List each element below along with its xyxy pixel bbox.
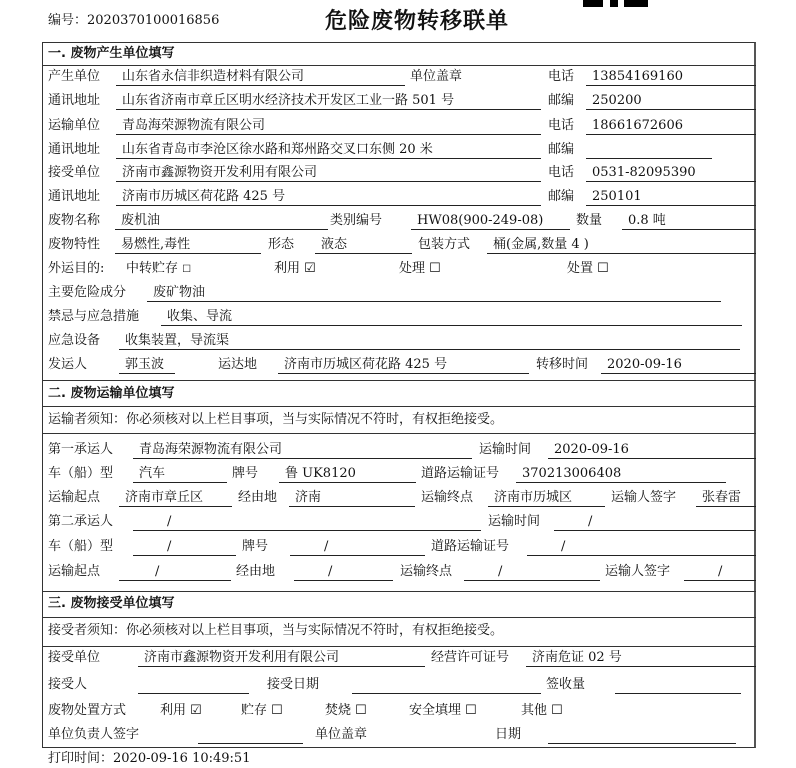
first-signature-field[interactable]: 张春雷	[696, 489, 756, 507]
receiver-label: 接受单位	[48, 165, 101, 180]
second-transport-time-field[interactable]: /	[554, 513, 756, 531]
serial-number: 编号：2020370100016856	[48, 13, 220, 28]
transfer-time-label: 转移时间	[536, 357, 589, 372]
end-label: 运输终点	[400, 564, 453, 579]
method-option-storage[interactable]	[241, 702, 283, 720]
carrier-address-field[interactable]: 山东省青岛市李沧区徐水路和郑州路交叉口东侧 20 米	[116, 141, 541, 159]
equipment-label: 应急设备	[48, 333, 101, 348]
receiver-person-label: 接受人	[48, 677, 88, 692]
receiver-address-label: 通讯地址	[48, 189, 101, 204]
option-label: 利用	[160, 703, 187, 718]
divider	[42, 406, 756, 407]
transport-time-label: 运输时间	[479, 442, 532, 457]
receiver-phone-label: 电话	[548, 165, 575, 180]
second-plate-field[interactable]: /	[290, 538, 425, 556]
receiver-phone-field[interactable]: 0531-82095390	[586, 164, 756, 182]
receive-date-field[interactable]	[352, 676, 541, 694]
method-option-other[interactable]	[521, 702, 563, 720]
purpose-option-dispose[interactable]	[567, 260, 609, 278]
hazard-label: 主要危险成分	[48, 285, 127, 300]
equipment-field[interactable]: 收集装置，导流渠	[119, 332, 740, 350]
form-field[interactable]: 液态	[315, 236, 412, 254]
method-option-landfill[interactable]	[409, 702, 477, 720]
package-field[interactable]: 桶(金属,数量 4 )	[487, 236, 756, 254]
option-label: 处理	[399, 261, 426, 276]
first-vehicle-type-field[interactable]: 汽车	[133, 465, 227, 483]
print-time: 打印时间：2020-09-16 10:49:51	[48, 751, 251, 766]
first-start-field[interactable]: 济南市章丘区	[119, 489, 232, 507]
destination-field[interactable]: 济南市历城区荷花路 425 号	[278, 356, 529, 374]
receiver-zip-label: 邮编	[548, 189, 575, 204]
transfer-time-field[interactable]: 2020-09-16	[601, 356, 756, 374]
checkbox-checked-icon[interactable]: ☑	[304, 261, 316, 276]
option-label: 利用	[274, 261, 301, 276]
option-label: 其他	[521, 703, 548, 718]
zip-label: 邮编	[548, 93, 575, 108]
divider	[42, 617, 756, 618]
permit-label: 道路运输证号	[421, 466, 500, 481]
sign-date-label: 日期	[495, 727, 522, 742]
quantity-label: 数量	[576, 213, 603, 228]
shipper-field[interactable]: 郭玉波	[119, 356, 175, 374]
via-label: 经由地	[238, 490, 278, 505]
checkbox-checked-icon[interactable]: ☑	[190, 703, 202, 718]
signature-label: 运输人签字	[611, 490, 677, 505]
start-label: 运输起点	[48, 564, 101, 579]
seal-label: 单位盖章	[410, 69, 463, 84]
second-carrier-label: 第二承运人	[48, 514, 114, 529]
section-3-title: 三. 废物接受单位填写	[48, 596, 175, 611]
receive-date-label: 接受日期	[267, 677, 320, 692]
plate-label: 牌号	[232, 466, 259, 481]
property-label: 废物特性	[48, 237, 101, 252]
receiving-unit-field[interactable]: 济南市鑫源物资开发利用有限公司	[138, 649, 425, 667]
head-signature-field[interactable]	[198, 726, 303, 744]
receiving-unit-label: 接受单位	[48, 650, 101, 665]
receiver-field[interactable]: 济南市鑫源物资开发利用有限公司	[116, 164, 541, 182]
disposal-method-label: 废物处置方式	[48, 703, 127, 718]
unit-seal-label: 单位盖章	[315, 727, 368, 742]
taboo-label: 禁忌与应急措施	[48, 309, 140, 324]
divider	[42, 380, 756, 381]
second-via-field[interactable]: /	[294, 563, 393, 581]
first-via-field[interactable]: 济南	[289, 489, 415, 507]
second-permit-field[interactable]: /	[527, 538, 756, 556]
producer-field[interactable]: 山东省永信非织造材料有限公司	[116, 68, 405, 86]
first-transport-time-field[interactable]: 2020-09-16	[548, 441, 756, 459]
license-field[interactable]: 济南危证 02 号	[526, 649, 756, 667]
taboo-field[interactable]: 收集、导流	[161, 308, 742, 326]
address-label: 通讯地址	[48, 93, 101, 108]
address-field[interactable]: 山东省济南市章丘区明水经济技术开发区工业一路 501 号	[116, 92, 541, 110]
plate-label: 牌号	[242, 539, 269, 554]
purpose-label: 外运目的:	[48, 261, 105, 276]
category-field[interactable]: HW08(900-249-08)	[411, 212, 570, 230]
phone-label: 电话	[548, 69, 575, 84]
second-start-field[interactable]: /	[119, 563, 231, 581]
start-label: 运输起点	[48, 490, 101, 505]
vehicle-type-label: 车（船）型	[48, 466, 114, 481]
signed-quantity-field[interactable]	[615, 676, 741, 694]
method-option-incinerate[interactable]	[325, 702, 367, 720]
package-label: 包装方式	[418, 237, 471, 252]
shipper-label: 发运人	[48, 357, 88, 372]
receiver-address-field[interactable]: 济南市历城区荷花路 425 号	[116, 188, 541, 206]
option-label: 处置	[567, 261, 594, 276]
qr-code	[583, 0, 603, 7]
signed-quantity-label: 签收量	[546, 677, 586, 692]
checkbox-icon[interactable]: ☐	[271, 703, 283, 718]
qr-code	[610, 0, 618, 7]
carrier-label: 运输单位	[48, 118, 101, 133]
checkbox-icon[interactable]: ☐	[597, 261, 609, 276]
waste-name-label: 废物名称	[48, 213, 101, 228]
carrier-address-label: 通讯地址	[48, 142, 101, 157]
section-2-title: 二. 废物运输单位填写	[48, 386, 175, 401]
via-label: 经由地	[236, 564, 276, 579]
sign-date-field[interactable]	[548, 726, 736, 744]
carrier-zip-field[interactable]	[586, 141, 712, 159]
section-1-title: 一. 废物产生单位填写	[48, 46, 175, 61]
waste-name-field[interactable]: 废机油	[115, 212, 328, 230]
purpose-option-utilize[interactable]	[274, 260, 316, 278]
divider	[42, 433, 756, 434]
carrier-zip-label: 邮编	[548, 142, 575, 157]
checkbox-icon[interactable]: ☐	[182, 264, 192, 275]
divider	[42, 591, 756, 592]
producer-label: 产生单位	[48, 69, 101, 84]
first-plate-field[interactable]: 鲁 UK8120	[279, 465, 416, 483]
option-label: 安全填埋	[409, 703, 462, 718]
divider	[42, 65, 756, 66]
second-signature-field[interactable]: /	[684, 563, 756, 581]
option-label: 中转贮存	[126, 261, 179, 276]
vehicle-type-label: 车（船）型	[48, 539, 114, 554]
first-permit-field[interactable]: 370213006408	[516, 465, 726, 483]
transport-time-label: 运输时间	[488, 514, 541, 529]
purpose-option-transfer-storage[interactable]	[126, 260, 191, 279]
divider	[42, 646, 756, 647]
carrier-phone-field[interactable]: 18661672606	[586, 117, 756, 135]
first-carrier-label: 第一承运人	[48, 442, 114, 457]
signature-label: 运输人签字	[605, 564, 671, 579]
receiver-zip-field[interactable]: 250101	[586, 188, 756, 206]
receiver-notice: 接受者须知：你必须核对以上栏目事项，当与实际情况不符时，有权拒绝接受。	[48, 623, 504, 638]
hazard-field[interactable]: 废矿物油	[147, 284, 721, 302]
carrier-field[interactable]: 青岛海荣源物流有限公司	[116, 117, 541, 135]
form-label: 形态	[268, 237, 295, 252]
license-label: 经营许可证号	[431, 650, 510, 665]
option-label: 贮存	[241, 703, 268, 718]
qr-code	[624, 0, 648, 7]
category-label: 类别编号	[330, 213, 383, 228]
option-label: 焚烧	[325, 703, 352, 718]
checkbox-icon[interactable]: ☐	[465, 703, 477, 718]
checkbox-icon[interactable]: ☐	[429, 261, 441, 276]
head-signature-label: 单位负责人签字	[48, 727, 140, 742]
second-carrier-field[interactable]: /	[133, 513, 481, 531]
quantity-field[interactable]: 0.8 吨	[622, 212, 756, 230]
destination-label: 运达地	[218, 357, 258, 372]
first-end-field[interactable]: 济南市历城区	[488, 489, 605, 507]
zip-field[interactable]: 250200	[586, 92, 756, 110]
end-label: 运输终点	[421, 490, 474, 505]
property-field[interactable]: 易燃性,毒性	[115, 236, 261, 254]
carrier-phone-label: 电话	[548, 118, 575, 133]
purpose-option-treat[interactable]	[399, 260, 441, 278]
receiver-person-field[interactable]	[138, 676, 249, 694]
carrier-notice: 运输者须知：你必须核对以上栏目事项，当与实际情况不符时，有权拒绝接受。	[48, 412, 504, 427]
first-carrier-field[interactable]: 青岛海荣源物流有限公司	[133, 441, 472, 459]
method-option-utilize[interactable]	[160, 702, 202, 720]
page-title: 危险废物转移联单	[325, 9, 510, 34]
second-end-field[interactable]: /	[464, 563, 600, 581]
checkbox-icon[interactable]: ☐	[551, 703, 563, 718]
phone-field[interactable]: 13854169160	[586, 68, 756, 86]
second-vehicle-type-field[interactable]: /	[133, 538, 236, 556]
permit-label: 道路运输证号	[431, 539, 510, 554]
checkbox-icon[interactable]: ☐	[355, 703, 367, 718]
